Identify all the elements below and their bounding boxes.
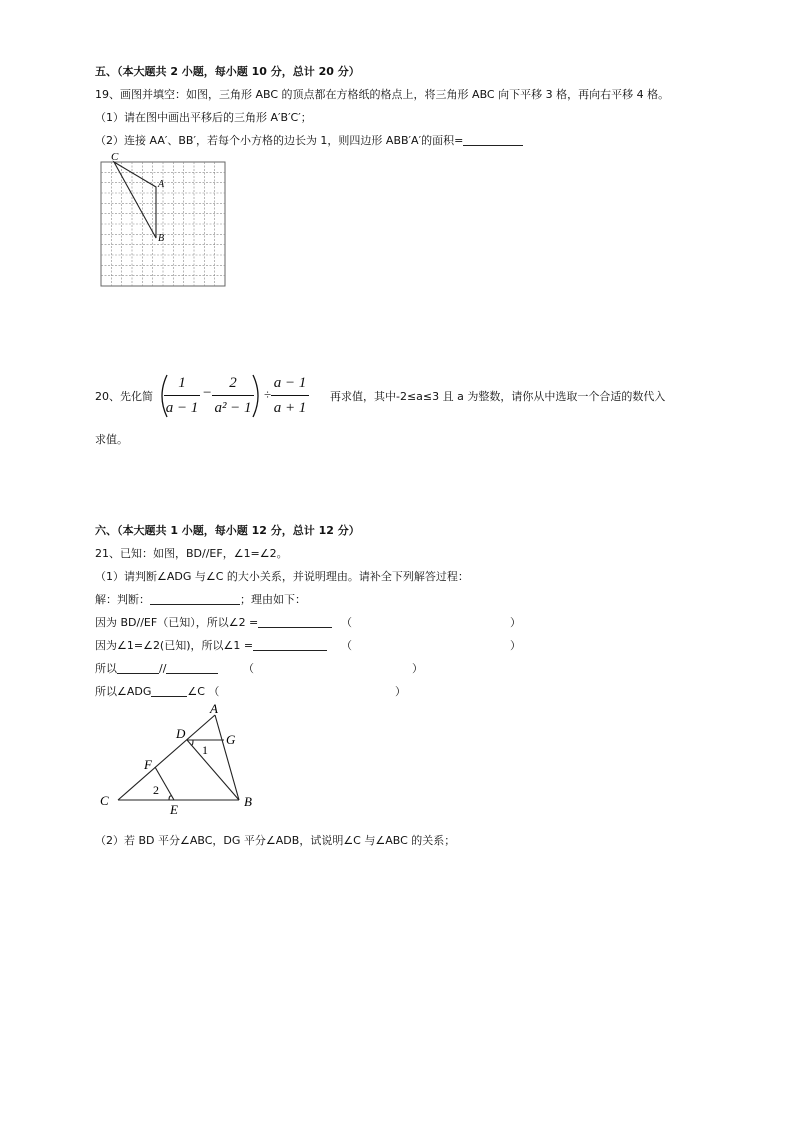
segment-ab xyxy=(215,715,239,800)
grid-figure xyxy=(95,150,235,290)
label-c: C xyxy=(111,151,119,163)
q21-line2 xyxy=(95,614,332,630)
divide-sign: ÷ xyxy=(264,387,272,402)
q20-suffix2: 求值。 xyxy=(95,433,128,446)
q19-stem: 19、画图并填空：如图，三角形 ABC 的顶点都在方格纸的格点上，将三角形 ABC 向下平移 3 格，再向右平移 4 格。 xyxy=(95,88,670,101)
line1-text-b: ；理由如下： xyxy=(240,593,306,606)
triangle-abc xyxy=(114,162,156,238)
fraction-2: 2 a² − 1 xyxy=(212,373,254,418)
q19-part2 xyxy=(95,132,523,148)
q20-suffix: 再求值，其中-2≤a≤3 且 a 为整数，请你从中选取一个合适的数代入 xyxy=(330,390,666,403)
label-angle-1: 1 xyxy=(202,743,208,757)
label-b: B xyxy=(158,233,165,244)
q21-part1: （1）请判断∠ADG 与∠C 的大小关系，并说明理由。请补全下列解答过程： xyxy=(95,570,469,583)
label-a: A xyxy=(158,179,165,190)
line5-text-a: 所以∠ADG xyxy=(95,685,152,698)
section6-heading: 六、（本大题共 1 小题，每小题 12 分，总计 12 分） xyxy=(95,524,360,537)
q19-part2-text: （2）连接 AA′、BB′，若每个小方格的边长为 1，则四边形 ABB′A′的面积= xyxy=(95,134,464,147)
line4-text-a: 所以 xyxy=(95,662,117,675)
angle2-blank[interactable] xyxy=(258,615,332,628)
q21-stem: 21、已知：如图，BD//EF，∠1=∠2。 xyxy=(95,547,288,560)
label-f-fig: F xyxy=(144,757,152,772)
fraction-1: 1 a − 1 xyxy=(165,375,199,416)
line4-reason-close: ） xyxy=(412,662,423,675)
triangle-figure xyxy=(95,700,270,825)
label-a-fig: A xyxy=(210,701,218,716)
label-d-fig: D xyxy=(176,726,186,741)
q21-line1 xyxy=(95,591,306,607)
line2-reason-open: （ xyxy=(341,616,352,629)
q21-line4 xyxy=(95,660,218,676)
judgement-blank[interactable] xyxy=(150,592,240,605)
label-b-fig: B xyxy=(244,794,252,809)
line5-text-b: ∠C （ xyxy=(187,685,220,698)
minus-sign: − xyxy=(203,385,212,401)
line3-text-a: 因为∠1=∠2(已知)，所以∠1 = xyxy=(95,639,254,652)
line4-text-b: // xyxy=(159,662,167,675)
fraction-3: a − 1 a + 1 xyxy=(271,373,309,418)
q19-part1: （1）请在图中画出平移后的三角形 A′B′C′； xyxy=(95,111,312,124)
line2-reason-close: ） xyxy=(510,616,521,629)
right-paren xyxy=(251,374,265,418)
line5-reason-close: ） xyxy=(395,685,406,698)
parallel-blank-1[interactable] xyxy=(117,661,159,674)
q21-part2: （2）若 BD 平分∠ABC，DG 平分∠ADB，试说明∠C 与∠ABC 的关系； xyxy=(95,834,456,847)
line1-text-a: 解：判断： xyxy=(95,593,150,606)
q19-area-answer-blank[interactable] xyxy=(463,133,523,146)
q21-line5 xyxy=(95,683,219,699)
parallel-blank-2[interactable] xyxy=(166,661,218,674)
q21-line3 xyxy=(95,637,327,653)
angle1-blank[interactable] xyxy=(253,638,327,651)
label-c-fig: C xyxy=(100,793,109,808)
line4-reason-open: （ xyxy=(243,662,254,675)
relation-blank[interactable] xyxy=(151,684,187,697)
line2-text-a: 因为 BD//EF（已知），所以∠2 = xyxy=(95,616,259,629)
line3-reason-close: ） xyxy=(510,639,521,652)
q20-prefix: 20、先化简 xyxy=(95,390,153,403)
label-angle-2: 2 xyxy=(153,783,159,797)
label-g-fig: G xyxy=(226,732,236,747)
line3-reason-open: （ xyxy=(341,639,352,652)
section5-heading: 五、（本大题共 2 小题，每小题 10 分，总计 20 分） xyxy=(95,65,360,78)
label-e-fig: E xyxy=(170,802,178,817)
segment-db xyxy=(187,740,239,800)
